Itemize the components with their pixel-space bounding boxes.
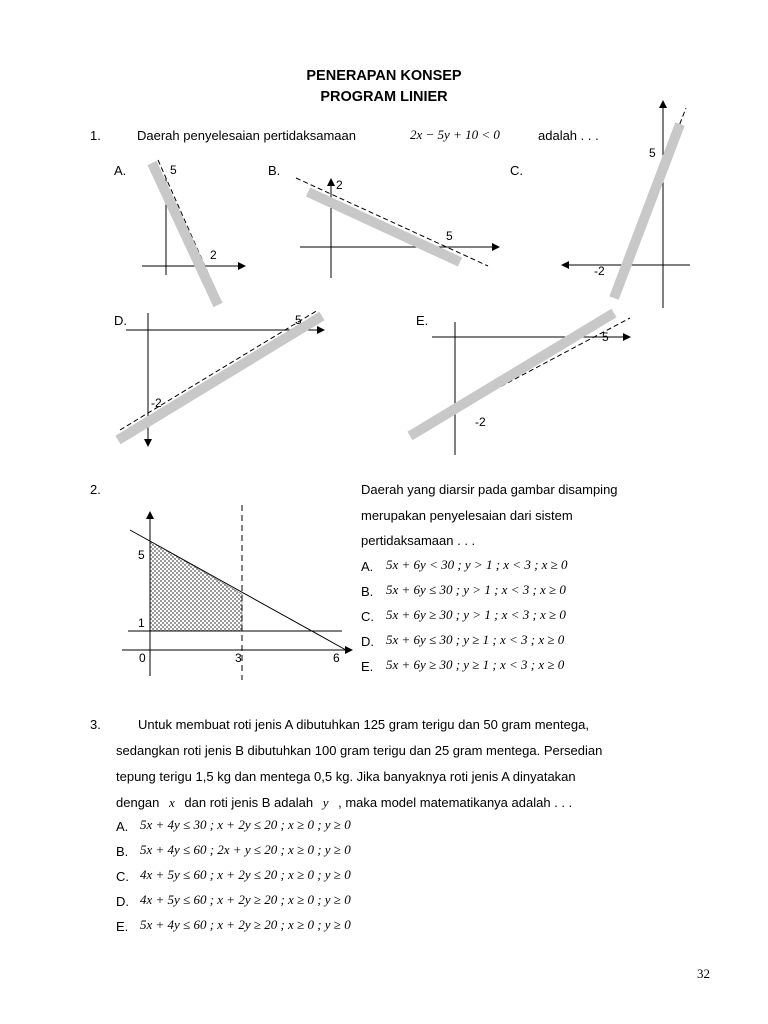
q3-option-b-label: B. xyxy=(116,844,129,859)
q2-tick-y5: 5 xyxy=(138,548,145,562)
q2-option-a-expr: 5x + 6y < 30 ; y > 1 ; x < 3 ; x ≥ 0 xyxy=(386,557,568,572)
q2-tick-x3: 3 xyxy=(235,651,242,665)
q1-number: 1. xyxy=(90,128,101,143)
q3-text-line4 xyxy=(116,795,572,811)
q2-option-c-expr: 5x + 6y ≥ 30 ; y > 1 ; x < 3 ; x ≥ 0 xyxy=(386,607,566,622)
q2-tick-x0: 0 xyxy=(139,651,146,665)
q1-c-tick-y: 5 xyxy=(649,146,656,160)
q1-a-tick-y: 5 xyxy=(170,163,177,177)
q2-option-a-label: A. xyxy=(361,559,374,574)
q2-option-c-label: C. xyxy=(361,609,374,624)
q2-number: 2. xyxy=(90,482,101,497)
page-title: PENERAPAN KONSEP xyxy=(306,68,462,84)
q2-option-b-label: B. xyxy=(361,584,374,599)
q1-option-b-label: B. xyxy=(268,163,281,178)
q1-option-d-label: D. xyxy=(114,313,127,328)
q2-option-b-expr: 5x + 6y ≤ 30 ; y > 1 ; x < 3 ; x ≥ 0 xyxy=(386,582,566,597)
q2-tick-y1: 1 xyxy=(138,616,145,630)
q3-option-c-label: C. xyxy=(116,869,129,884)
q1-text: Daerah penyelesaian pertidaksamaan xyxy=(137,128,356,143)
page-subtitle: PROGRAM LINIER xyxy=(320,89,448,105)
q3-line4-part3: , maka model matematikanya adalah . . . xyxy=(338,795,573,810)
q3-text-line2: sedangkan roti jenis B dibutuhkan 100 gram terigu dan 25 gram mentega. Persedian xyxy=(116,743,603,758)
page-number: 32 xyxy=(697,966,710,981)
q3-option-a-expr: 5x + 4y ≤ 30 ; x + 2y ≤ 20 ; x ≥ 0 ; y ≥ 0 xyxy=(140,817,351,832)
q1-e-tick-y: -2 xyxy=(475,415,486,429)
q3-option-e-label: E. xyxy=(116,919,129,934)
q3-option-e-expr: 5x + 4y ≤ 60 ; x + 2y ≥ 20 ; x ≥ 0 ; y ≥ 0 xyxy=(140,917,351,932)
q2-option-d-label: D. xyxy=(361,634,374,649)
q3-var-y: y xyxy=(322,795,329,810)
q2-option-e-label: E. xyxy=(361,659,374,674)
q3-option-c-expr: 4x + 5y ≤ 60 ; x + 2y ≤ 20 ; x ≥ 0 ; y ≥ 0 xyxy=(140,867,351,882)
q3-option-a-label: A. xyxy=(116,819,129,834)
q1-e-tick-x: 5 xyxy=(602,330,609,344)
q1-suffix: adalah . . . xyxy=(538,128,599,143)
q3-option-d-label: D. xyxy=(116,894,129,909)
q3-option-d-expr: 4x + 5y ≤ 60 ; x + 2y ≥ 20 ; x ≥ 0 ; y ≥ 0 xyxy=(140,892,351,907)
q1-option-e-label: E. xyxy=(416,313,429,328)
q2-shaded-region xyxy=(150,541,242,631)
q1-a-tick-x: 2 xyxy=(210,248,217,262)
q1-option-c-label: C. xyxy=(510,163,523,178)
q2-tick-x6: 6 xyxy=(333,651,340,665)
q3-text-line1: Untuk membuat roti jenis A dibutuhkan 125 gram terigu dan 50 gram mentega, xyxy=(138,717,589,732)
q3-line4-part2: dan roti jenis B adalah xyxy=(184,795,314,810)
q2-text-line3: pertidaksamaan . . . xyxy=(361,533,476,548)
q3-var-x: x xyxy=(169,795,175,810)
q1-d-tick-x: 5 xyxy=(295,313,302,327)
q2-text-line1: Daerah yang diarsir pada gambar disamping xyxy=(361,482,618,497)
q3-text-line3: tepung terigu 1,5 kg dan mentega 0,5 kg. Jika banyaknya roti jenis A dinyatakan xyxy=(116,769,576,784)
q2-text-line2: merupakan penyelesaian dari sistem xyxy=(361,508,573,523)
q2-option-e-expr: 5x + 6y ≥ 30 ; y ≥ 1 ; x < 3 ; x ≥ 0 xyxy=(386,657,565,672)
q3-line4-part1: dengan xyxy=(116,795,160,810)
q1-option-a-label: A. xyxy=(114,163,127,178)
q1-d-tick-y: -2 xyxy=(151,396,162,410)
q3-option-b-expr: 5x + 4y ≤ 60 ; 2x + y ≤ 20 ; x ≥ 0 ; y ≥ 0 xyxy=(140,842,351,857)
q1-inequality: 2x − 5y + 10 < 0 xyxy=(410,127,500,142)
q2-option-d-expr: 5x + 6y ≤ 30 ; y ≥ 1 ; x < 3 ; x ≥ 0 xyxy=(386,632,565,647)
q1-b-tick-y: 2 xyxy=(336,178,343,192)
q1-b-tick-x: 5 xyxy=(446,229,453,243)
q3-number: 3. xyxy=(90,717,101,732)
q1-c-tick-x: -2 xyxy=(594,264,605,278)
